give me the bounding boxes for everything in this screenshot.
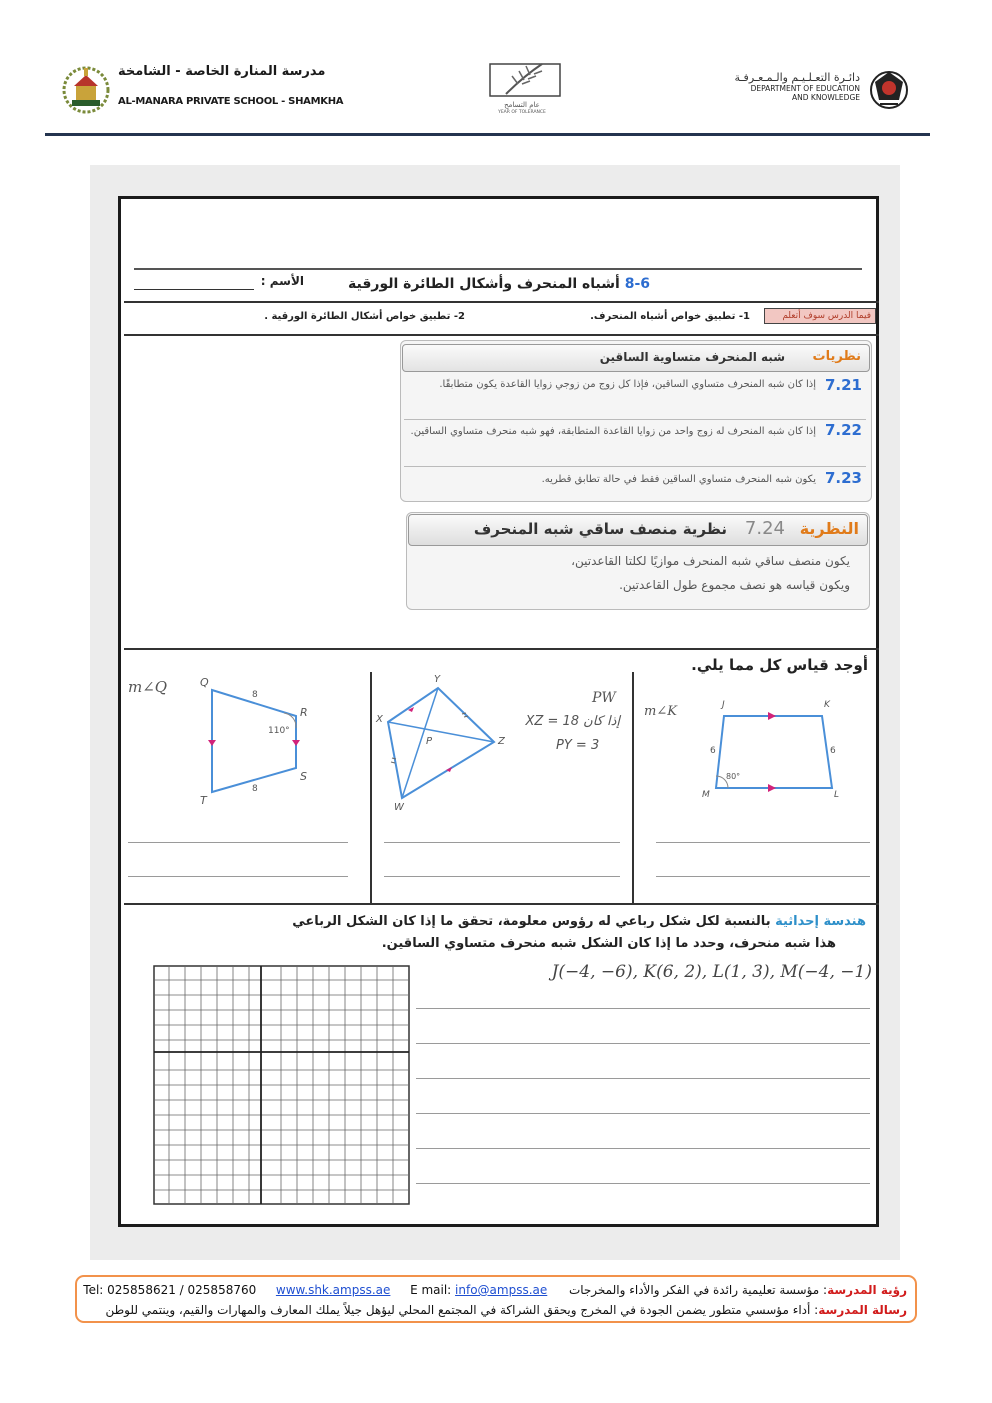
answer-line[interactable] [656, 876, 870, 877]
lesson-title [340, 276, 650, 292]
figure-kite-xyzw [374, 670, 630, 820]
answer-line[interactable] [416, 1113, 870, 1114]
school-name-arabic: مدرسة المنارة الخاصة - الشامخة [118, 64, 326, 79]
column-divider [632, 672, 634, 904]
midsegment-label: النظرية [799, 519, 859, 538]
name-underline [134, 289, 254, 290]
exercise-prompt: أوجد قياس كل مما يلي. [691, 656, 868, 674]
footer-website[interactable]: www.shk.ampss.ae [275, 1283, 391, 1297]
name-label: الأسم : [260, 274, 304, 288]
theorem-text: يكون شبه المنحرف متساوي الساقين فقط في حالة تطابق قطريه. [541, 474, 816, 485]
theorem-number: 7.22 [824, 421, 862, 439]
figure-prompt: m∠Q [128, 678, 168, 696]
vision-label: رؤية المدرسة [827, 1283, 907, 1297]
column-divider [370, 672, 372, 904]
objective-2: 2- تطبيق خواص أشكال الطائرة الورقية . [264, 311, 465, 322]
school-name-english: AL-MANARA PRIVATE SCHOOL - SHAMKHA [118, 96, 344, 107]
trapezoid-qrst-drawing [124, 670, 314, 810]
theorem-divider [404, 466, 866, 467]
vision-text: : مؤسسة تعليمية رائدة في الفكر والأداء والمخرجات [568, 1283, 828, 1297]
theorem-number: 7.21 [824, 376, 862, 394]
trapezoid-jklm-drawing [640, 694, 844, 806]
theorems-label: نظريات [812, 349, 861, 364]
answer-line[interactable] [416, 1183, 870, 1184]
answer-line[interactable] [416, 1148, 870, 1149]
vertex-m: M [702, 790, 710, 800]
answer-line[interactable] [656, 842, 870, 843]
figure-prompt: m∠K [644, 704, 677, 719]
given-xz: إذا كان XZ = 18 [525, 714, 620, 729]
lesson-number: 8-6 [624, 276, 650, 292]
vertex-p: P [426, 736, 433, 747]
theorem-7-21 [404, 374, 866, 418]
footer-email-group [410, 1283, 547, 1297]
theorems-header [402, 344, 870, 372]
answer-line[interactable] [128, 842, 348, 843]
objectives-tag: فيما الدرس سوف أتعلم [764, 308, 876, 324]
header-divider [45, 133, 930, 136]
vertex-w: W [394, 802, 404, 813]
theorem-divider [404, 419, 866, 420]
theorem-number: 7.23 [824, 469, 862, 487]
theorem-text: إذا كان شبه المنحرف متساوي الساقين، فإذا كل زوج من زوجي زوايا القاعدة يكون متطابقًا. [439, 379, 816, 390]
answer-line[interactable] [384, 842, 620, 843]
school-logo [60, 62, 112, 114]
coordinate-text-2: هذا شبه منحرف، وحدد ما إذا كان الشكل شبه منحرف متساوي الساقين. [381, 936, 836, 951]
footer-mission-line [105, 1303, 907, 1317]
section-rule [124, 903, 879, 905]
mission-text: : أداء مؤسسي متطور يضمن الجودة في المخرج ويحقق الشراكة في المجتمع المحلي ليؤهل جيلاً يملك المعارف والمهارات والقيم، وينتمي للوطن [105, 1303, 819, 1317]
department-name-english: DEPARTMENT OF EDUCATION AND KNOWLEDGE [750, 84, 860, 102]
answer-line[interactable] [128, 876, 348, 877]
tolerance-logo [486, 60, 564, 100]
vertex-q: Q [200, 676, 209, 689]
vertex-l: L [834, 790, 840, 800]
theorems-heading: شبه المنحرف متساوية الساقين [599, 350, 785, 364]
theorem-7-23 [404, 469, 866, 493]
footer-email[interactable]: info@ampss.ae [455, 1283, 548, 1297]
midsegment-title: نظرية منصف ساقي شبه المنحرف [473, 520, 727, 538]
angle-m: 80° [726, 772, 741, 781]
figure-trapezoid-jklm [640, 694, 844, 806]
top-rule [134, 268, 862, 270]
figure-prompt: PW [592, 690, 616, 706]
vertex-t: T [200, 794, 207, 807]
vertex-j: J [722, 700, 725, 710]
email-label: E mail: [410, 1283, 452, 1297]
coordinate-instructions [140, 911, 866, 955]
midsegment-line-1: يكون منصف ساقي شبه المنحرف موازيًا لكلتا القاعدتين، [571, 554, 850, 568]
midsegment-line-2: ويكون قياسه هو نصف مجموع طول القاعدتين. [619, 578, 850, 592]
given-py: PY = 3 [556, 738, 600, 753]
objective-1: 1- تطبيق خواص أشباه المنحرف. [590, 311, 750, 322]
objectives-rule [124, 334, 879, 336]
tolerance-text-english: YEAR OF TOLERANCE [498, 110, 546, 115]
mission-label: رسالة المدرسة [818, 1303, 907, 1317]
left-leg-length: 6 [710, 746, 716, 756]
tolerance-text-arabic: عام التسامح [504, 101, 540, 109]
bottom-length: 8 [252, 784, 258, 794]
footer-box [75, 1275, 917, 1323]
title-rule [124, 301, 879, 303]
vertex-y: Y [434, 674, 441, 685]
footer-vision-line [83, 1283, 907, 1297]
vertex-x: X [376, 714, 383, 725]
section-rule [124, 648, 879, 650]
top-length: 8 [252, 690, 258, 700]
midsegment-number: 7.24 [744, 518, 785, 539]
midsegment-header [408, 514, 868, 546]
grid-drawing [153, 965, 410, 1205]
vertex-k: K [824, 700, 830, 710]
vertex-z: Z [498, 736, 505, 747]
answer-line[interactable] [416, 1043, 870, 1044]
coordinate-grid[interactable] [153, 965, 410, 1205]
coordinate-text-1: بالنسبة لكل شكل رباعي له رؤوس معلومة، تحقق ما إذا كان الشكل الرباعي [292, 914, 771, 929]
name-field[interactable] [134, 274, 304, 292]
vertex-r: R [300, 706, 308, 719]
answer-line[interactable] [384, 876, 620, 877]
answer-line[interactable] [416, 1008, 870, 1009]
answer-line[interactable] [416, 1078, 870, 1079]
department-name-arabic: دائـرة التعـلـيـم والـمـعـرفـة [734, 71, 860, 84]
figure-trapezoid-qrst [124, 670, 314, 810]
theorem-7-22 [404, 421, 866, 465]
abu-dhabi-emblem [866, 66, 912, 112]
coordinate-label: هندسة إحداثية [775, 914, 866, 929]
angle-r: 110° [268, 726, 290, 736]
theorem-text: إذا كان شبه المنحرف له زوج واحد من زوايا القاعدة المتطابقة، فهو شبه منحرف متساوي الساقين. [410, 426, 816, 437]
lesson-title-text: أشباه المنحرف وأشكال الطائرة الورقية [348, 276, 620, 292]
coordinate-points: J(−4, −6), K(6, 2), L(1, 3), M(−4, −1) [551, 962, 872, 982]
right-leg-length: 6 [830, 746, 836, 756]
vertex-s: S [300, 770, 307, 783]
footer-tel: Tel: 025858621 / 025858760 [83, 1283, 257, 1297]
